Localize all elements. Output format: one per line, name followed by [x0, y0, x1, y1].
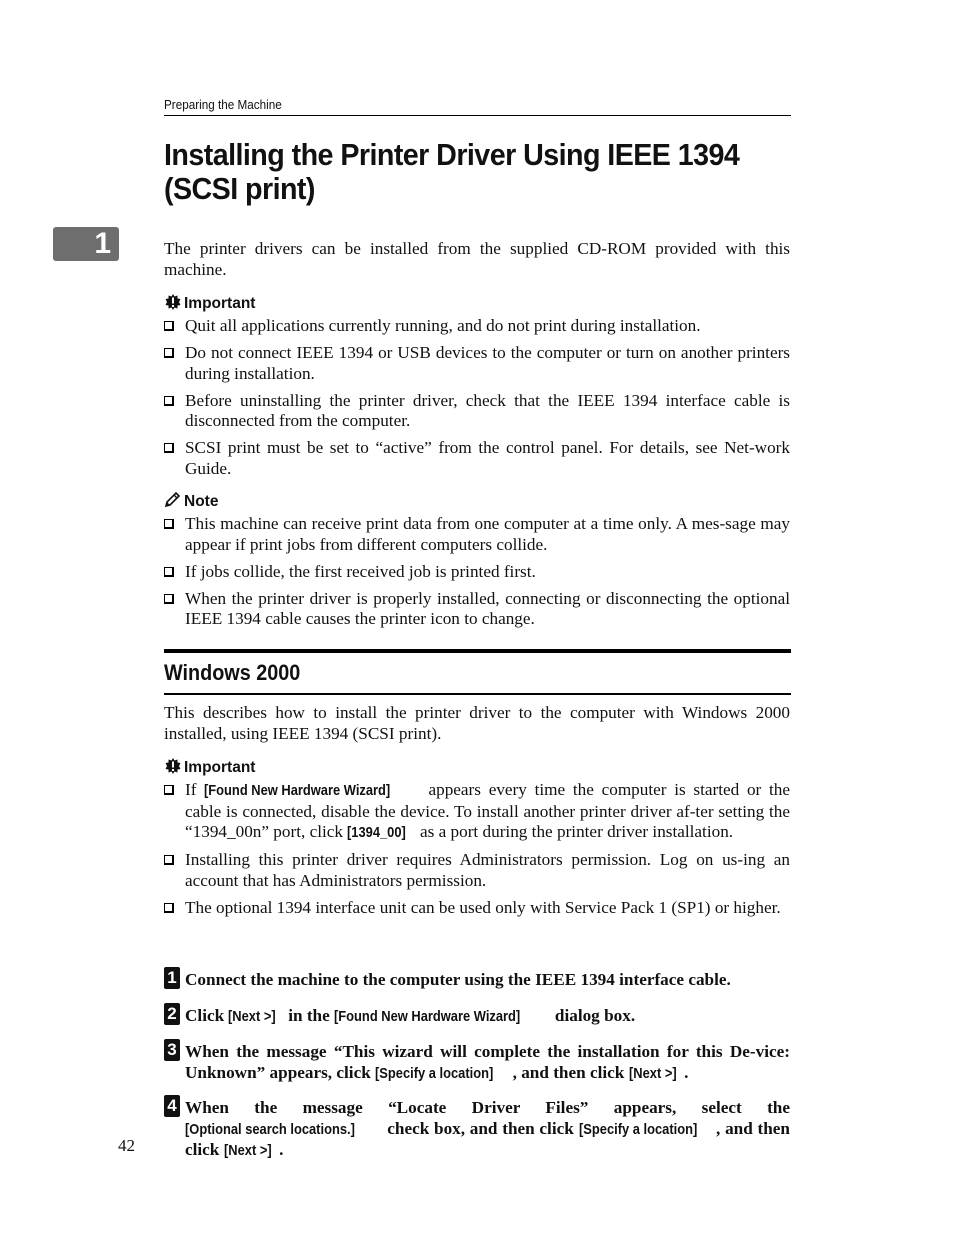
list-item: This machine can receive print data from one computer at a time only. A mes-sage may appear if print jobs from different computers collide.	[164, 514, 790, 555]
step-number: 3	[164, 1039, 180, 1061]
checkbox-bullet-icon	[164, 567, 174, 577]
ui-label-port-1394-00: [1394_00]	[347, 824, 407, 841]
step-text: When the message “Locate Driver Files” appears, select the [Optional search locations.] check box, and then click [Specify a location] , and then click [Next >] .	[185, 1098, 790, 1162]
ui-label-specify-location: [Specify a location]	[375, 1064, 494, 1082]
step-1	[164, 970, 790, 991]
list-item: Installing this printer driver requires Administrators permission. Log on us-ing an account that has Administrators permission.	[164, 850, 790, 891]
step-3	[164, 1042, 790, 1084]
important-icon	[164, 294, 182, 310]
list-item: When the printer driver is properly installed, connecting or disconnecting the optional IEEE 1394 cable causes the printer icon to change.	[164, 589, 790, 630]
checkbox-bullet-icon	[164, 903, 174, 913]
section-rule-bottom	[164, 693, 791, 695]
list-item: If [Found New Hardware Wizard] appears every time the computer is started or the cable is connected, disable the device. To install another printer driver af-ter setting the “1394_00n” port, click [1394_00] as a port during the printer driver installation.	[164, 780, 790, 844]
ui-label-specify-location: [Specify a location]	[578, 1120, 697, 1138]
ui-label-optional-search-locations: [Optional search locations.]	[185, 1120, 355, 1138]
pencil-icon	[164, 492, 182, 508]
header-rule	[164, 115, 791, 116]
ui-label-found-new-hardware-wizard: [Found New Hardware Wizard]	[334, 1008, 521, 1025]
checkbox-bullet-icon	[164, 519, 174, 529]
list-item: Do not connect IEEE 1394 or USB devices to the computer or turn on another printers during installation.	[164, 343, 790, 384]
step-4	[164, 1098, 790, 1162]
step-2	[164, 1006, 790, 1028]
checkbox-bullet-icon	[164, 396, 174, 406]
note-label: Note	[164, 492, 218, 511]
page-number: 42	[118, 1136, 135, 1155]
section-heading: Windows 2000	[164, 660, 301, 685]
list-item: Quit all applications currently running, and do not print during installation.	[164, 316, 790, 337]
important-icon	[164, 758, 182, 774]
list-item: SCSI print must be set to “active” from the control panel. For details, see Net-work Guide.	[164, 438, 790, 479]
important-label: Important	[164, 294, 255, 313]
checkbox-bullet-icon	[164, 321, 174, 331]
ui-label-next-button: [Next >]	[223, 1142, 272, 1159]
section-rule-top	[164, 649, 791, 653]
note-list	[164, 514, 790, 630]
page-title: Installing the Printer Driver Using IEEE 1394 (SCSI print)	[164, 138, 740, 206]
section-intro-paragraph: This describes how to install the printer driver to the computer with Windows 2000 installed, using IEEE 1394 (SCSI print).	[164, 703, 790, 743]
ui-label-found-new-hardware-wizard: [Found New Hardware Wizard]	[204, 782, 391, 799]
important-list	[164, 316, 790, 479]
step-number: 1	[164, 967, 180, 989]
important-list-windows	[164, 780, 790, 918]
running-header: Preparing the Machine	[164, 97, 282, 112]
step-text: Connect the machine to the computer using the IEEE 1394 interface cable.	[185, 970, 731, 989]
ui-label-next-button: [Next >]	[228, 1008, 277, 1025]
checkbox-bullet-icon	[164, 785, 174, 795]
step-number: 4	[164, 1095, 180, 1117]
step-text: When the message “This wizard will complete the installation for this De-vice: Unknown” appears, click [Specify a location] , and then click [Next >] .	[185, 1042, 790, 1084]
checkbox-bullet-icon	[164, 855, 174, 865]
step-number: 2	[164, 1003, 180, 1025]
chapter-tab: 1	[53, 227, 119, 261]
step-text: Click [Next >] in the [Found New Hardware Wizard] dialog box.	[185, 1006, 790, 1028]
ui-label-next-button: [Next >]	[628, 1064, 677, 1082]
intro-paragraph: The printer drivers can be installed from the supplied CD-ROM provided with this machine.	[164, 239, 790, 279]
checkbox-bullet-icon	[164, 594, 174, 604]
important-label: Important	[164, 758, 255, 777]
checkbox-bullet-icon	[164, 348, 174, 358]
list-item: Before uninstalling the printer driver, check that the IEEE 1394 interface cable is disconnected from the computer.	[164, 391, 790, 432]
list-item: The optional 1394 interface unit can be used only with Service Pack 1 (SP1) or higher.	[164, 898, 790, 919]
checkbox-bullet-icon	[164, 443, 174, 453]
list-item: If jobs collide, the first received job is printed first.	[164, 562, 790, 583]
